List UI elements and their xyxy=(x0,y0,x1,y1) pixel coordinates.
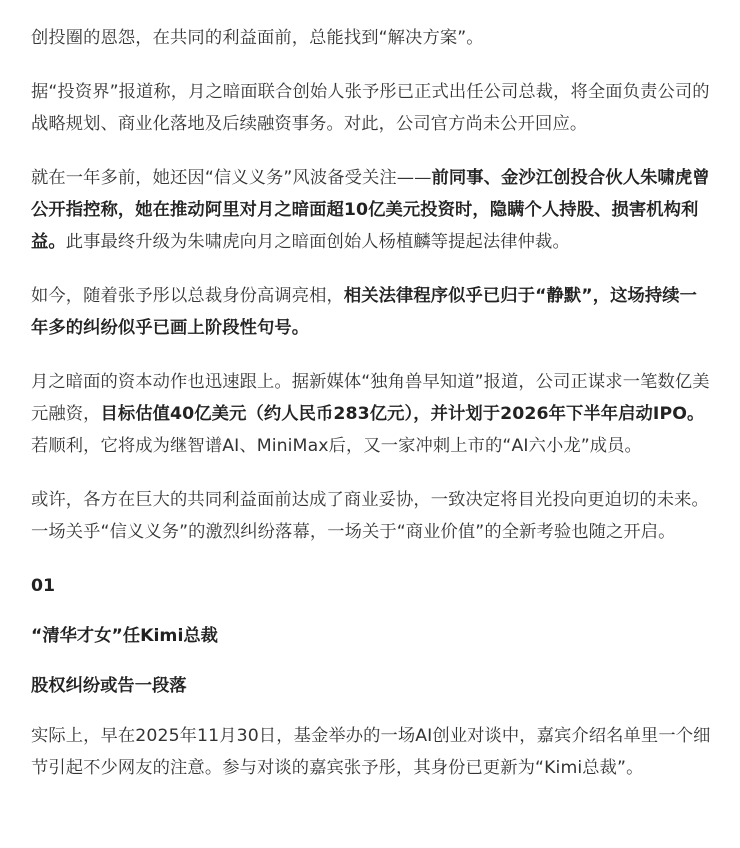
detail-paragraph xyxy=(31,720,711,784)
controversy-paragraph xyxy=(31,162,711,258)
text-segment: 创投圈的恩怨，在共同的利益面前，总能找到“解决方案”。 xyxy=(31,28,484,48)
compromise-paragraph xyxy=(31,484,711,548)
section-number: 01 xyxy=(31,576,56,596)
text-segment: 或许，各方在巨大的共同利益面前达成了商业妥协，一致决定将目光投向更迫切的未来。一场关乎“信义义务”的激烈纠纷落幕，一场关于“商业价值”的全新考验也随之开启。 xyxy=(31,490,709,542)
section-subtitle: 股权纠纷或告一段落 xyxy=(31,676,187,696)
text-segment: 此事最终升级为朱啸虎向月之暗面创始人杨植麟等提起法律仲裁。 xyxy=(65,232,570,252)
news-report-paragraph xyxy=(31,76,711,140)
text-segment: 实际上，早在2025年11月30日，基金举办的一场AI创业对谈中，嘉宾介绍名单里一个细节引起不少网友的注意。参与对谈的嘉宾张予彤，其身份已更新为“Kimi总裁”。 xyxy=(31,726,711,778)
bold-text-segment: 前同事、金沙江创投合伙人朱啸虎曾公开指控称，她在推动阿里对月之暗面超10亿美元投资时，隐瞒个人持股、损害机构利益。 xyxy=(31,168,710,252)
intro-paragraph xyxy=(31,22,711,54)
bold-text-segment: 目标估值40亿美元（约人民币283亿元），并计划于2026年下半年启动IPO。 xyxy=(100,404,705,424)
text-segment: 据“投资界”报道称，月之暗面联合创始人张予彤已正式出任公司总裁，将全面负责公司的战略规划、商业化落地及后续融资事务。对此，公司官方尚未公开回应。 xyxy=(31,82,710,134)
legal-status-paragraph xyxy=(31,280,711,344)
bold-text-segment: 相关法律程序似乎已归于“静默”，这场持续一年多的纠纷似乎已画上阶段性句号。 xyxy=(31,286,698,338)
article-body xyxy=(31,22,711,806)
section-title: “清华才女”任Kimi总裁 xyxy=(31,626,218,646)
text-segment: 就在一年多前，她还因“信义义务”风波备受关注—— xyxy=(31,168,432,188)
text-segment: 若顺利，它将成为继智谱AI、MiniMax后，又一家冲刺上市的“AI六小龙”成员。 xyxy=(31,436,642,456)
financing-paragraph xyxy=(31,366,711,462)
text-segment: 月之暗面的资本动作也迅速跟上。据新媒体“独角兽早知道”报道，公司正谋求一笔数亿美元融资， xyxy=(31,372,710,424)
text-segment: 如今，随着张予彤以总裁身份高调亮相， xyxy=(31,286,344,306)
